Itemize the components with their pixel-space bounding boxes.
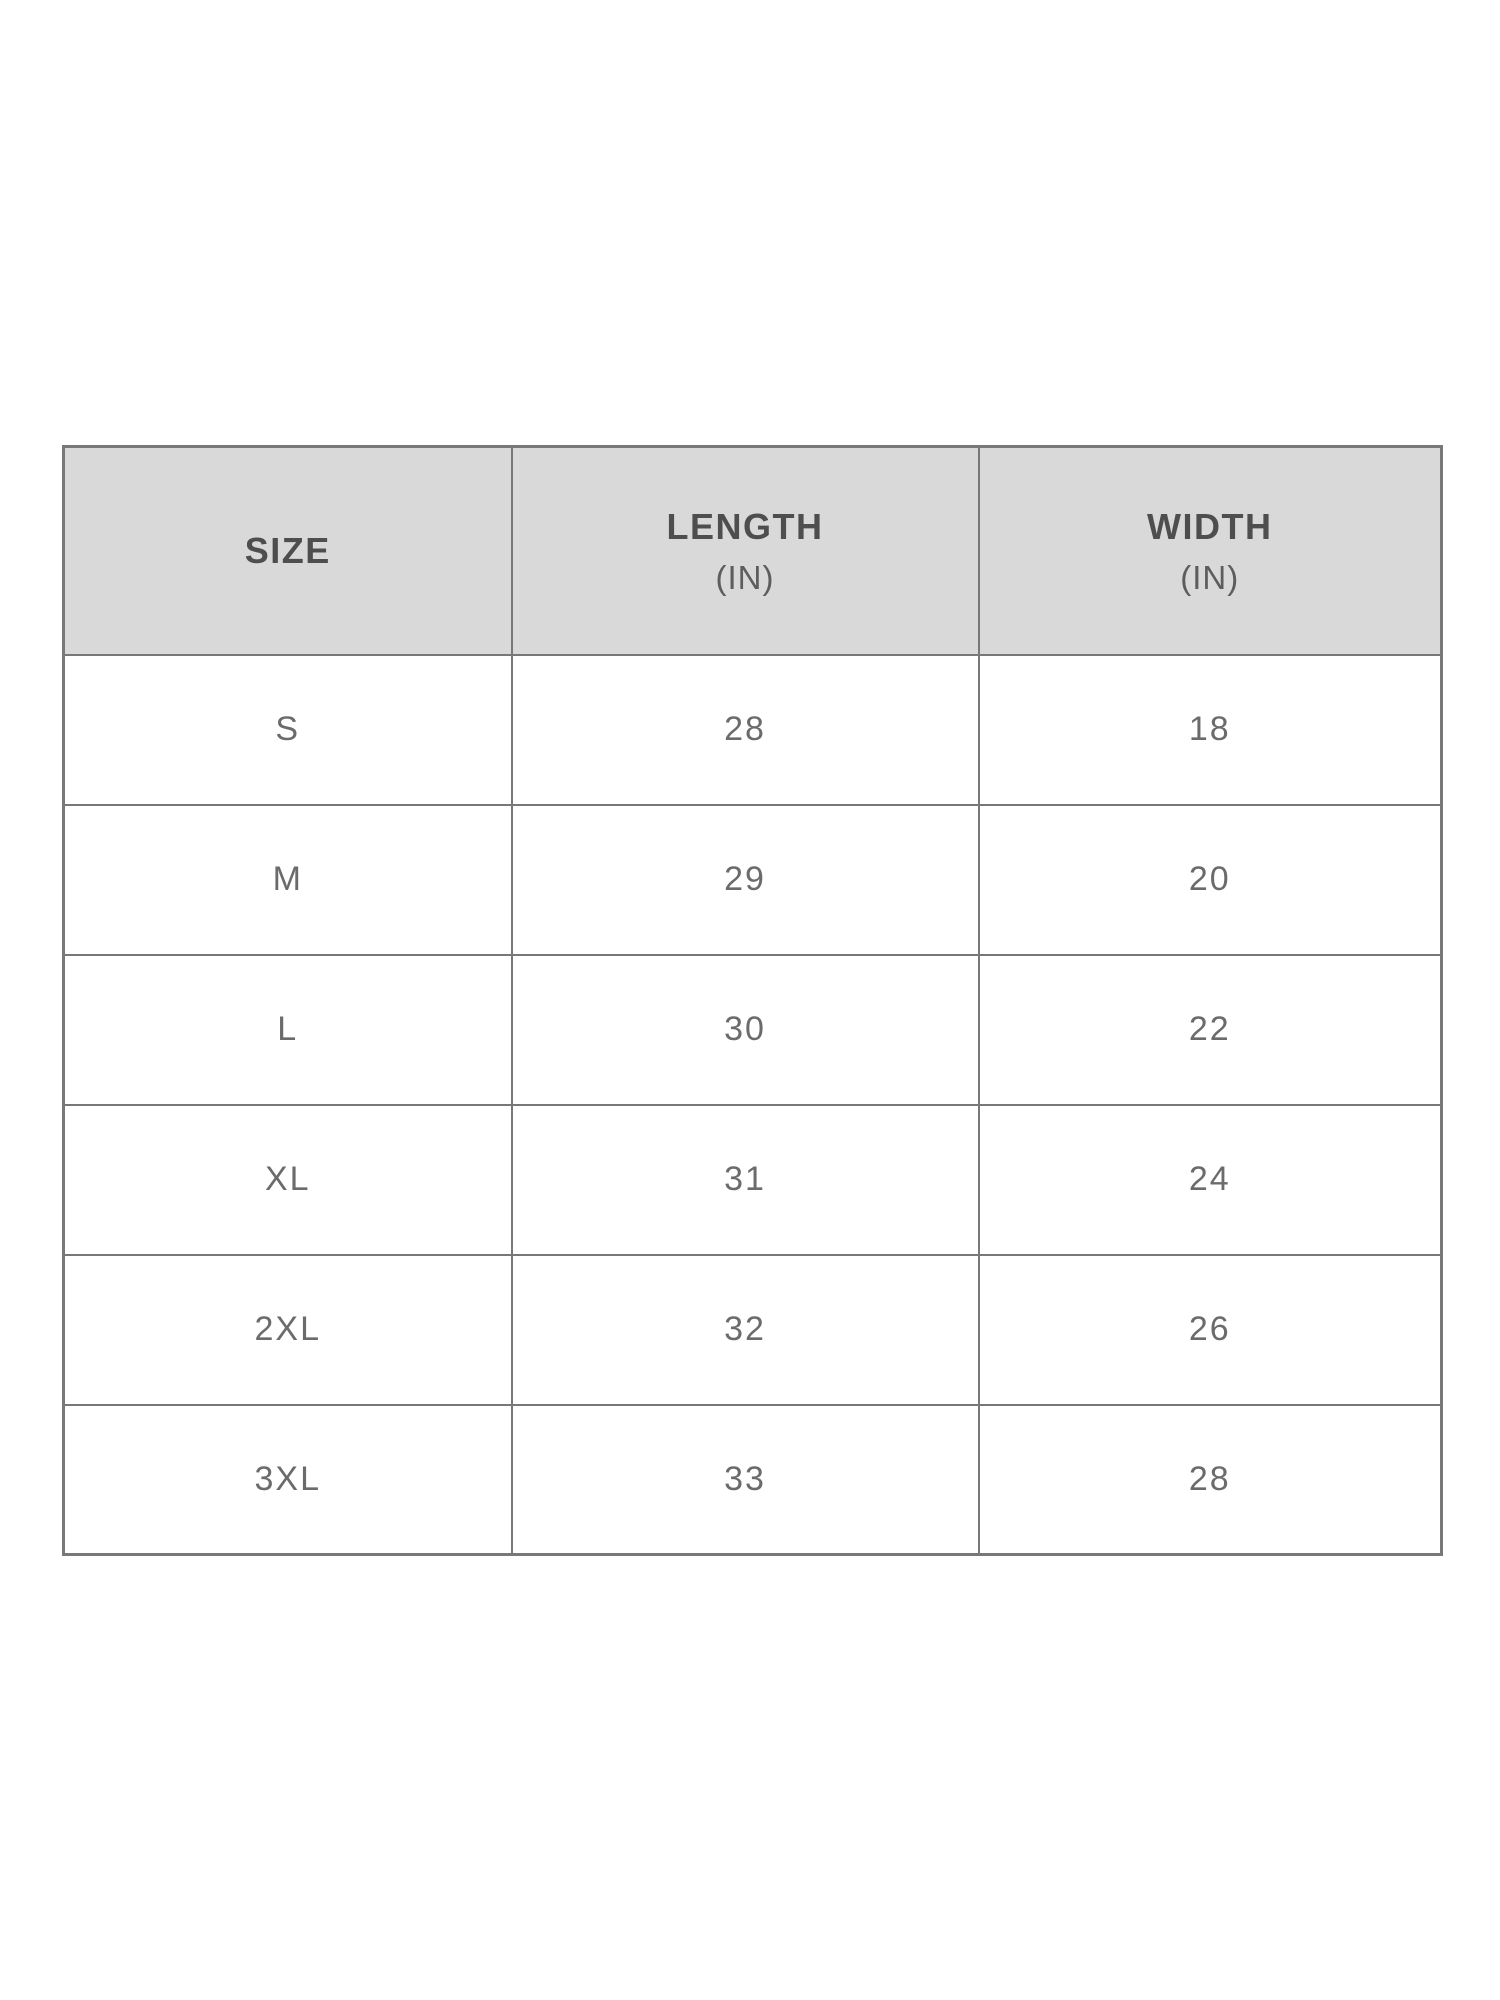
width-cell: 28 bbox=[979, 1405, 1442, 1555]
length-column-unit: (IN) bbox=[715, 559, 775, 597]
header-cell-length bbox=[512, 447, 979, 655]
width-column-title: WIDTH bbox=[1147, 506, 1273, 547]
length-cell: 29 bbox=[512, 805, 979, 955]
length-cell: 32 bbox=[512, 1255, 979, 1405]
table-row bbox=[64, 1255, 1442, 1405]
width-cell: 22 bbox=[979, 955, 1442, 1105]
header-row bbox=[64, 447, 1442, 655]
length-cell: 30 bbox=[512, 955, 979, 1105]
size-chart-table bbox=[62, 445, 1443, 1556]
width-cell: 24 bbox=[979, 1105, 1442, 1255]
table-row bbox=[64, 1105, 1442, 1255]
header-cell-size bbox=[64, 447, 512, 655]
width-cell: 26 bbox=[979, 1255, 1442, 1405]
width-cell: 18 bbox=[979, 655, 1442, 805]
size-column-title: SIZE bbox=[244, 530, 331, 572]
size-cell: M bbox=[64, 805, 512, 955]
size-cell: S bbox=[64, 655, 512, 805]
size-cell: 3XL bbox=[64, 1405, 512, 1555]
table-row bbox=[64, 955, 1442, 1105]
length-cell: 28 bbox=[512, 655, 979, 805]
table-row bbox=[64, 805, 1442, 955]
length-cell: 31 bbox=[512, 1105, 979, 1255]
width-column-unit: (IN) bbox=[1180, 559, 1240, 597]
size-cell: 2XL bbox=[64, 1255, 512, 1405]
header-cell-width bbox=[979, 447, 1442, 655]
size-cell: XL bbox=[64, 1105, 512, 1255]
length-cell: 33 bbox=[512, 1405, 979, 1555]
width-cell: 20 bbox=[979, 805, 1442, 955]
table-row bbox=[64, 655, 1442, 805]
size-cell: L bbox=[64, 955, 512, 1105]
length-column-title: LENGTH bbox=[666, 506, 824, 547]
table-row bbox=[64, 1405, 1442, 1555]
